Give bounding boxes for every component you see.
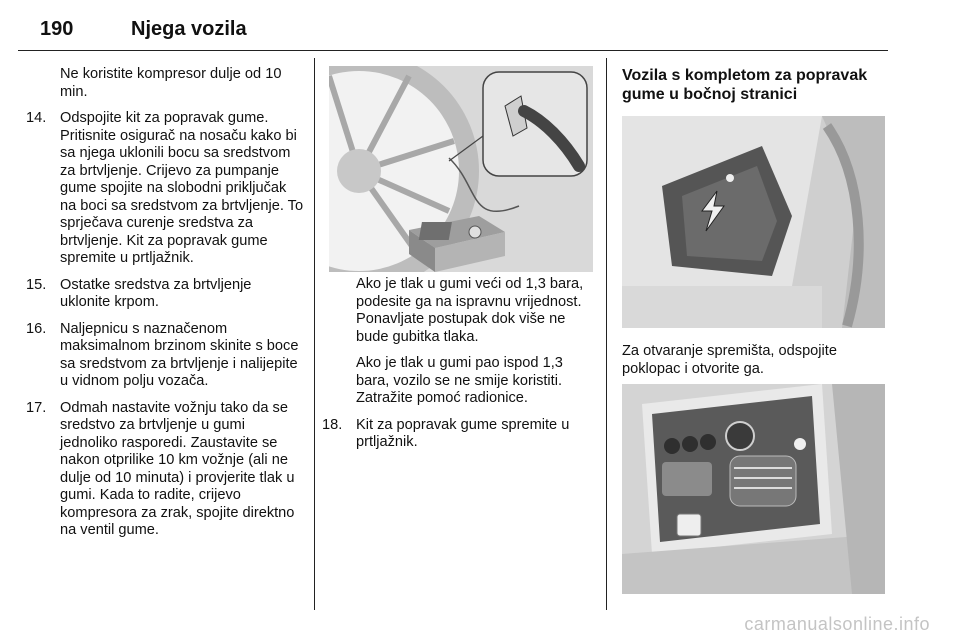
step-number: 16. — [26, 320, 47, 337]
page-header — [18, 10, 888, 51]
wheel-compressor-drawing — [329, 66, 593, 272]
step-text: Odmah nastavite vožnju tako da se sredstvo za brtvljenje u gumi jednoliko rasporedi. Zaustavite se nakon otprilike 10 km vožnje (ali ne dulje od 10 minuta) i provjerite tlak u gumi. Kada to radite, crijevo kompresora za zrak, spojite direktno na ventil gume. — [60, 399, 295, 538]
step-text: Naljepnicu s naznačenom maksimalnom brzinom skinite s boce sa sredstvom za brtvljenje i nalijepite u vidnom polju vozača. — [60, 320, 299, 389]
storage-compartment-drawing — [622, 384, 885, 594]
pressure-ok-paragraph: Ako je tlak u gumi veći od 1,3 bara, podesite ga na ispravnu vrijednost. Ponavljate postupak dok više ne bude gubitka tlaka. — [356, 276, 584, 345]
step-13-continuation: Ne koristite kompresor dulje od 10 min. — [60, 66, 282, 100]
trunk-cover-illustration — [622, 116, 885, 328]
step-15 — [26, 277, 304, 312]
pressure-low-paragraph: Ako je tlak u gumi pao ispod 1,3 bara, vozilo se ne smije koristiti. Zatražite pomoć radionice. — [356, 355, 563, 406]
step-18 — [322, 417, 594, 452]
column-2 — [322, 276, 594, 461]
page-title: Njega vozila — [131, 18, 247, 40]
step-number: 18. — [322, 416, 343, 433]
storage-compartment-illustration — [622, 384, 885, 594]
watermark: carmanualsonline.info — [744, 614, 930, 634]
section-heading: Vozila s kompletom za popravak gume u bočnoj stranici — [622, 67, 868, 103]
step-17 — [26, 400, 304, 540]
column-3 — [622, 66, 890, 113]
caption-open-storage: Za otvaranje spremišta, odspojite poklopac i otvorite ga. — [622, 343, 837, 377]
step-text: Odspojite kit za popravak gume. Pritisnite osigurač na nosaču kako bi sa njega uklonili bocu sa sredstvom za brtvljenje. Crijevo za pumpanje gume spojite na slobodni priključak na boci sa sredstvom za brtvljenje. To sprječava curenje sredstva za brtvljenje. Kit za popravak gume spremite u prtljažnik. — [60, 110, 304, 266]
step-14 — [26, 110, 304, 268]
column-1 — [26, 66, 304, 549]
step-text: Kit za popravak gume spremite u prtljažnik. — [356, 416, 570, 450]
compressor-illustration — [329, 66, 593, 272]
step-number: 17. — [26, 399, 47, 416]
column-divider-left — [314, 58, 315, 610]
page-number: 190 — [40, 18, 74, 40]
step-16 — [26, 321, 304, 391]
step-number: 15. — [26, 276, 47, 293]
column-divider-right — [606, 58, 607, 610]
step-number: 14. — [26, 110, 47, 126]
step-text: Ostatke sredstva za brtvljenje uklonite krpom. — [60, 276, 252, 310]
trunk-side-cover-drawing — [622, 116, 885, 328]
